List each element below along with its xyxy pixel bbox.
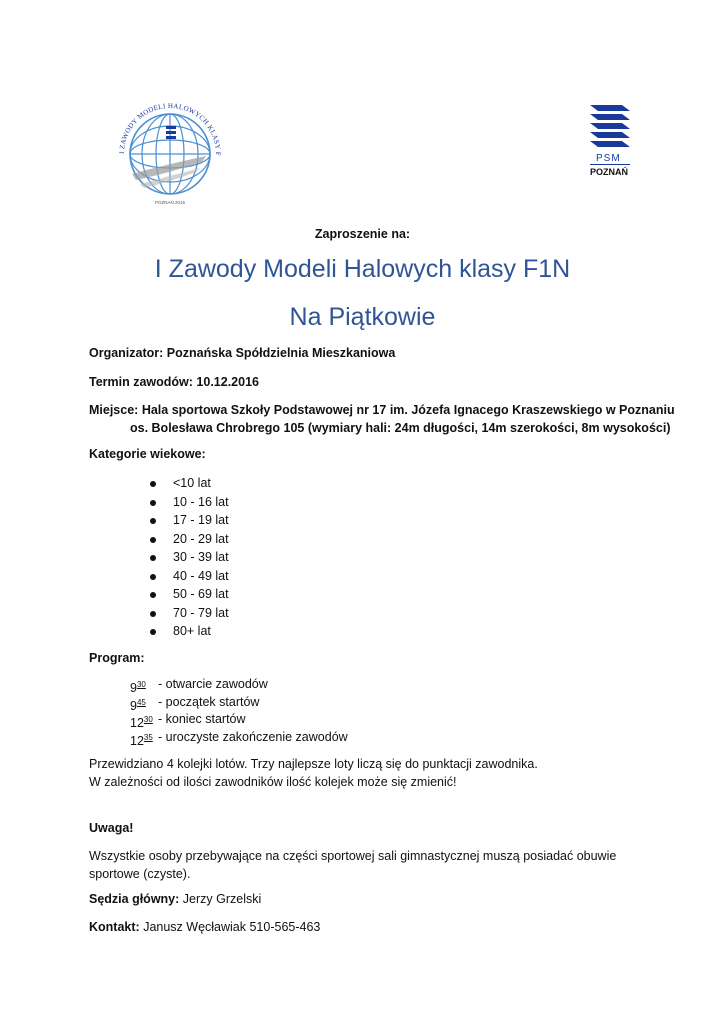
psm-divider bbox=[590, 164, 630, 165]
rounds-note-1: Przewidziano 4 kolejki lotów. Trzy najlepsze loty liczą się do punktacji zawodnika. bbox=[89, 757, 538, 771]
psm-logo bbox=[582, 103, 642, 188]
psm-city-text: POZNAŃ bbox=[590, 167, 628, 177]
bullet-icon bbox=[150, 592, 156, 598]
program-desc: - uroczyste zakończenie zawodów bbox=[158, 729, 348, 744]
judge-label: Sędzia główny: bbox=[89, 892, 180, 906]
rounds-note-2: W zależności od ilości zawodników ilość kolejek może się zmienić! bbox=[89, 775, 457, 789]
psm-brand-text: PSM bbox=[596, 153, 621, 164]
list-item: 10 - 16 lat bbox=[150, 493, 229, 512]
organizer-line bbox=[89, 346, 395, 360]
psm-stripes-icon bbox=[582, 103, 642, 153]
logo-ring-text: I ZAWODY MODELI HALOWYCH KLASY F bbox=[117, 101, 223, 156]
bullet-icon bbox=[150, 500, 156, 506]
program-list bbox=[130, 676, 348, 748]
list-item: 70 - 79 lat bbox=[150, 604, 229, 623]
bullet-icon bbox=[150, 611, 156, 617]
list-item: 30 - 39 lat bbox=[150, 548, 229, 567]
program-time: $12^{30}$ bbox=[130, 715, 153, 730]
globe-logo-icon bbox=[110, 92, 228, 208]
contact-label: Kontakt: bbox=[89, 920, 140, 934]
place-line-1 bbox=[89, 403, 675, 417]
warning-line-1: Wszystkie osoby przebywające na części sportowej sali gimnastycznej muszą posiadać obuwie bbox=[89, 849, 617, 863]
program-desc: - otwarcie zawodów bbox=[158, 677, 268, 691]
event-subtitle: Na Piątkowie bbox=[289, 303, 436, 331]
program-time: $9^{30}$ bbox=[130, 680, 146, 695]
svg-text:I ZAWODY MODELI HALOWYCH KLASY bbox=[110, 92, 222, 156]
judge-line bbox=[89, 892, 261, 906]
list-item: <10 lat bbox=[150, 474, 229, 493]
program-time: $9^{45}$ bbox=[130, 697, 146, 713]
bullet-icon bbox=[150, 629, 156, 635]
logo-caption: POZNAŃ 2016 bbox=[154, 200, 186, 205]
place-value-1: Hala sportowa Szkoły Podstawowej nr 17 im. Józefa Ignacego Kraszewskiego w Poznaniu bbox=[141, 403, 675, 417]
program-heading: Program: bbox=[89, 651, 145, 665]
bullet-icon bbox=[150, 555, 156, 561]
event-logo bbox=[110, 92, 228, 208]
contact-line bbox=[89, 920, 320, 934]
age-category-list bbox=[150, 474, 229, 641]
list-item: 50 - 69 lat bbox=[150, 585, 229, 604]
program-desc: - koniec startów bbox=[158, 712, 246, 726]
date-line bbox=[89, 375, 259, 389]
program-item bbox=[130, 694, 260, 713]
organizer-label: Organizator: bbox=[89, 346, 164, 360]
warning-line-2: sportowe (czyste). bbox=[89, 867, 191, 881]
list-item: 20 - 29 lat bbox=[150, 530, 229, 549]
contact-value: Janusz Węcławiak 510-565-463 bbox=[143, 920, 321, 934]
list-item: 40 - 49 lat bbox=[150, 567, 229, 586]
date-value: 10.12.2016 bbox=[196, 375, 259, 389]
list-item: 17 - 19 lat bbox=[150, 511, 229, 530]
place-line-2: os. Bolesława Chrobrego 105 (wymiary hali: 24m długości, 14m szerokości, 8m wysokości) bbox=[130, 421, 671, 435]
list-item: 80+ lat bbox=[150, 622, 229, 641]
judge-value: Jerzy Grzelski bbox=[182, 892, 262, 906]
program-item bbox=[130, 729, 348, 748]
invite-label: Zaproszenie na: bbox=[314, 227, 411, 241]
categories-heading: Kategorie wiekowe: bbox=[89, 447, 206, 461]
bullet-icon bbox=[150, 537, 156, 543]
warning-heading: Uwaga! bbox=[89, 821, 134, 835]
program-time: $12^{35}$ bbox=[130, 732, 153, 748]
event-title: I Zawody Modeli Halowych klasy F1N bbox=[154, 255, 571, 283]
program-desc: - początek startów bbox=[158, 694, 260, 709]
program-item bbox=[130, 711, 246, 730]
bullet-icon bbox=[150, 574, 156, 580]
date-label: Termin zawodów: bbox=[89, 375, 193, 389]
program-item bbox=[130, 676, 268, 695]
organizer-value: Poznańska Spółdzielnia Mieszkaniowa bbox=[166, 346, 396, 360]
bullet-icon bbox=[150, 518, 156, 524]
place-label: Miejsce: bbox=[89, 403, 139, 417]
bullet-icon bbox=[150, 481, 156, 487]
